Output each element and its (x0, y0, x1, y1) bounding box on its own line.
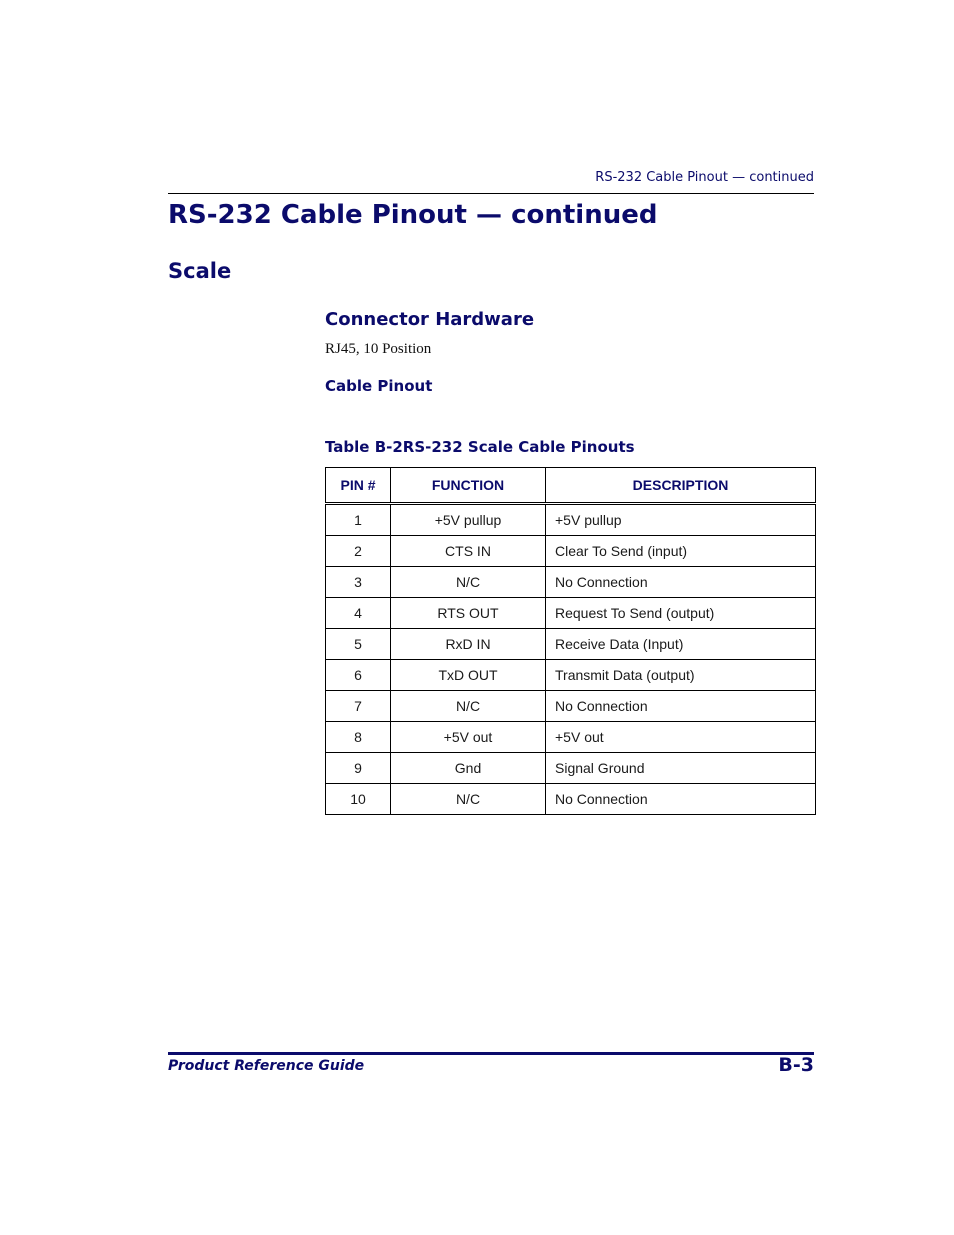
pin-cell: 1 (326, 504, 391, 536)
function-cell: TxD OUT (391, 660, 546, 691)
description-cell: Request To Send (output) (546, 598, 816, 629)
function-cell: +5V pullup (391, 504, 546, 536)
function-cell: +5V out (391, 722, 546, 753)
pin-cell: 5 (326, 629, 391, 660)
pin-cell: 3 (326, 567, 391, 598)
table-row (326, 504, 816, 536)
description-cell: Transmit Data (output) (546, 660, 816, 691)
description-cell: Receive Data (Input) (546, 629, 816, 660)
pin-cell: 7 (326, 691, 391, 722)
description-cell: +5V out (546, 722, 816, 753)
table-caption: Table B-2RS-232 Scale Cable Pinouts (325, 438, 635, 456)
column-header-function: FUNCTION (391, 468, 546, 504)
footer-divider (168, 1052, 814, 1055)
footer-guide-title: Product Reference Guide (168, 1058, 365, 1074)
section-heading: Scale (168, 259, 232, 283)
pin-cell: 8 (326, 722, 391, 753)
table-header-row (326, 468, 816, 504)
table-row (326, 629, 816, 660)
pinout-table (325, 467, 816, 815)
pin-cell: 4 (326, 598, 391, 629)
page-title: RS-232 Cable Pinout — continued (168, 200, 658, 230)
description-cell: +5V pullup (546, 504, 816, 536)
pinout-heading: Cable Pinout (325, 377, 433, 395)
running-head: RS-232 Cable Pinout — continued (595, 170, 814, 185)
function-cell: RTS OUT (391, 598, 546, 629)
page-number: B-3 (778, 1054, 814, 1076)
function-cell: Gnd (391, 753, 546, 784)
pin-cell: 6 (326, 660, 391, 691)
table-row (326, 784, 816, 815)
pin-cell: 9 (326, 753, 391, 784)
table-row (326, 598, 816, 629)
description-cell: No Connection (546, 567, 816, 598)
connector-description: RJ45, 10 Position (325, 341, 432, 357)
table-row (326, 567, 816, 598)
function-cell: RxD IN (391, 629, 546, 660)
subsection-heading: Connector Hardware (325, 309, 535, 330)
header-divider (168, 193, 814, 194)
pin-cell: 2 (326, 536, 391, 567)
table-row (326, 691, 816, 722)
table-row (326, 660, 816, 691)
function-cell: N/C (391, 784, 546, 815)
function-cell: CTS IN (391, 536, 546, 567)
column-header-pin: PIN # (326, 468, 391, 504)
function-cell: N/C (391, 567, 546, 598)
pin-cell: 10 (326, 784, 391, 815)
table-row (326, 536, 816, 567)
table-row (326, 753, 816, 784)
column-header-description: DESCRIPTION (546, 468, 816, 504)
description-cell: No Connection (546, 784, 816, 815)
function-cell: N/C (391, 691, 546, 722)
description-cell: Clear To Send (input) (546, 536, 816, 567)
table-row (326, 722, 816, 753)
description-cell: Signal Ground (546, 753, 816, 784)
description-cell: No Connection (546, 691, 816, 722)
